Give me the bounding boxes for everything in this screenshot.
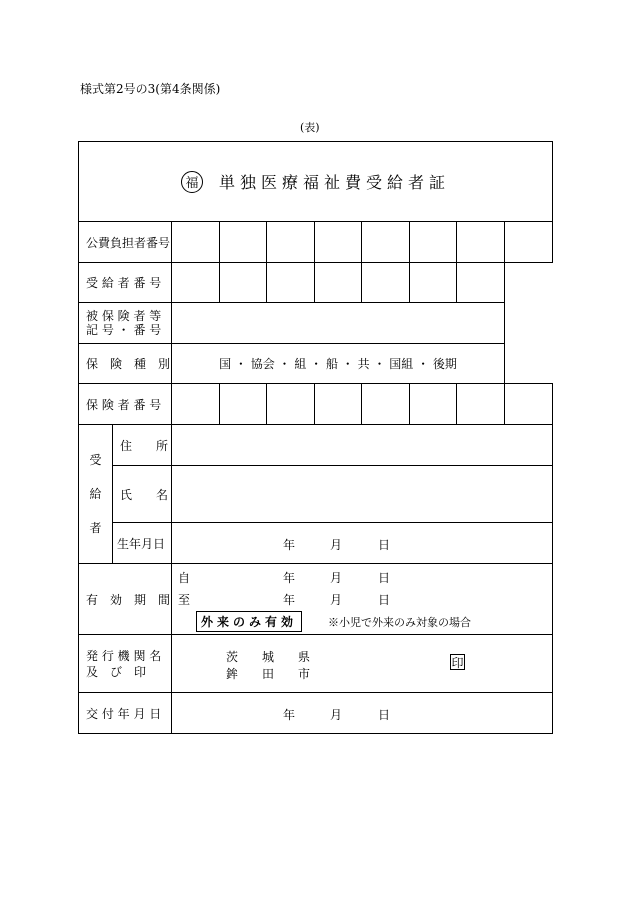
name-field[interactable]	[172, 466, 553, 523]
recipient-number-digit[interactable]	[315, 263, 362, 303]
blank-margin	[505, 263, 553, 384]
issuer-label-line2: 及 び 印	[86, 664, 147, 679]
issue-date-field[interactable]	[172, 693, 553, 734]
birthdate-field[interactable]	[172, 523, 553, 564]
name-label: 氏 名	[113, 466, 172, 523]
month-label: 月	[330, 571, 343, 585]
outpatient-note: ※小児で外来のみ対象の場合	[328, 616, 471, 629]
outpatient-only-badge: 外来のみ有効	[196, 611, 302, 632]
year-label: 年	[283, 571, 296, 585]
welfare-emblem-icon: 福	[181, 171, 203, 193]
seal-icon: 印	[451, 655, 464, 670]
insurer-number-digit[interactable]	[315, 384, 362, 425]
address-field[interactable]	[172, 425, 553, 466]
public-payer-digit[interactable]	[457, 222, 505, 263]
recipient-number-digit[interactable]	[362, 263, 410, 303]
insured-number-label-line2: 記 号 ・ 番 号	[86, 323, 162, 337]
public-payer-digit[interactable]	[172, 222, 220, 263]
public-payer-label: 公費負担者番号	[79, 222, 172, 263]
title-cell	[79, 142, 553, 222]
insurer-number-digit[interactable]	[362, 384, 410, 425]
insurer-number-digit[interactable]	[267, 384, 315, 425]
year-label: 年	[283, 593, 296, 607]
issuer-label	[79, 635, 172, 693]
public-payer-digit[interactable]	[267, 222, 315, 263]
recipient-number-digit[interactable]	[457, 263, 505, 303]
recipient-char: 給	[89, 487, 102, 501]
certificate-title: 単独医療福祉費受給者証	[219, 173, 451, 192]
issuer-field	[172, 635, 553, 693]
month-label: 月	[330, 708, 343, 722]
month-label: 月	[330, 538, 343, 552]
certificate-form	[78, 141, 553, 734]
from-label: 自	[178, 571, 191, 585]
issuer-label-line1: 発 行 機 関 名	[86, 648, 162, 663]
recipient-number-digit[interactable]	[410, 263, 457, 303]
recipient-number-digit[interactable]	[220, 263, 267, 303]
form-number: 様式第2号の3(第4条関係)	[80, 82, 221, 96]
issuer-city: 鉾 田 市	[226, 667, 311, 681]
recipient-number-digit[interactable]	[267, 263, 315, 303]
insured-number-label-line1: 被 保 険 者 等	[86, 309, 162, 323]
recipient-char: 者	[89, 521, 102, 535]
insurance-type-label: 保 険 種 別	[79, 344, 172, 384]
address-label: 住 所	[113, 425, 172, 466]
side-label: (表)	[300, 121, 320, 134]
birthdate-label: 生年月日	[113, 523, 172, 564]
recipient-number-digit[interactable]	[172, 263, 220, 303]
day-label: 日	[378, 538, 391, 552]
insurer-number-digit[interactable]	[220, 384, 267, 425]
day-label: 日	[378, 593, 391, 607]
year-label: 年	[283, 708, 296, 722]
issuer-prefecture: 茨 城 県	[226, 650, 311, 664]
insured-number-label	[79, 303, 172, 344]
public-payer-digit[interactable]	[505, 222, 553, 263]
recipient-group-label	[79, 425, 113, 564]
recipient-number-label: 受 給 者 番 号	[79, 263, 172, 303]
public-payer-digit[interactable]	[315, 222, 362, 263]
day-label: 日	[378, 571, 391, 585]
public-payer-digit[interactable]	[220, 222, 267, 263]
public-payer-digit[interactable]	[362, 222, 410, 263]
insured-number-field[interactable]	[172, 303, 505, 344]
validity-field[interactable]	[172, 564, 553, 635]
issue-date-label: 交 付 年 月 日	[79, 693, 172, 734]
day-label: 日	[378, 708, 391, 722]
year-label: 年	[283, 538, 296, 552]
insurance-type-options[interactable]: 国 ・ 協会 ・ 組 ・ 船 ・ 共 ・ 国組 ・ 後期	[172, 344, 505, 384]
month-label: 月	[330, 593, 343, 607]
public-payer-digit[interactable]	[410, 222, 457, 263]
recipient-char: 受	[89, 453, 102, 467]
validity-label: 有 効 期 間	[79, 564, 172, 635]
to-label: 至	[178, 593, 191, 607]
insurer-number-digit[interactable]	[410, 384, 457, 425]
insurer-number-digit[interactable]	[172, 384, 220, 425]
insurer-number-digit[interactable]	[505, 384, 553, 425]
insurer-number-label: 保 険 者 番 号	[79, 384, 172, 425]
insurer-number-digit[interactable]	[457, 384, 505, 425]
